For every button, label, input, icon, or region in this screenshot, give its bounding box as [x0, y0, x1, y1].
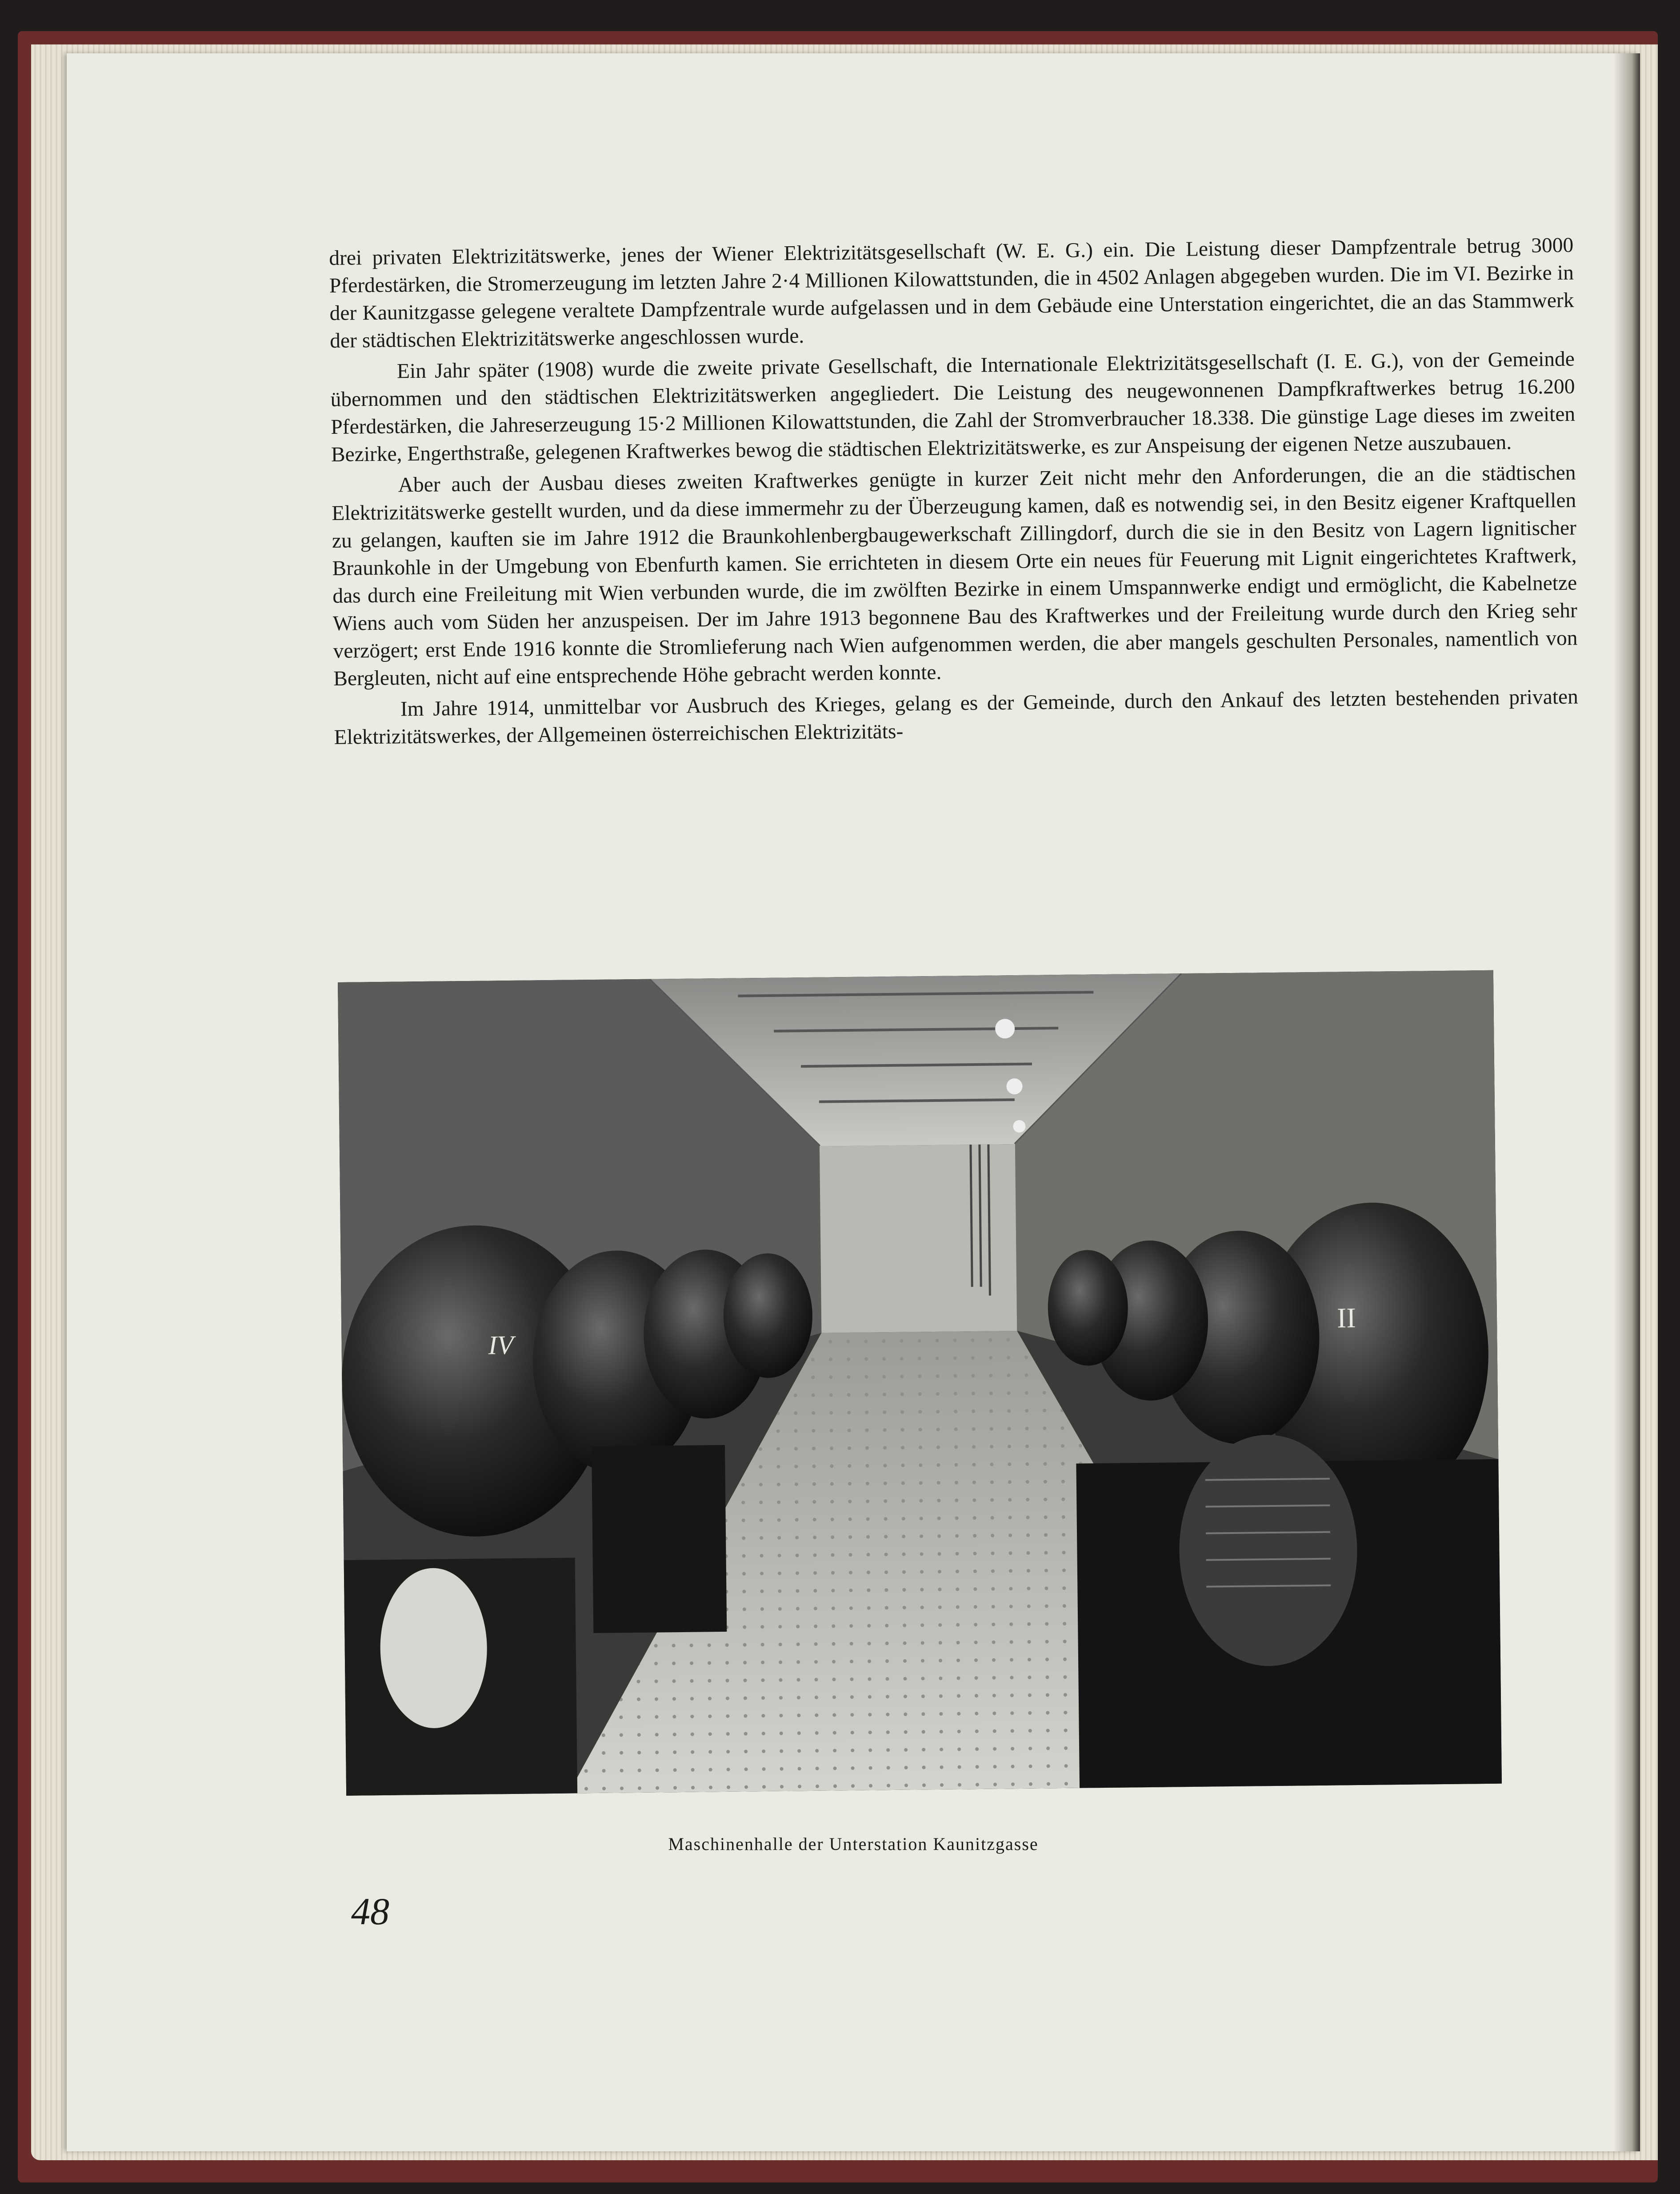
machine-label-2: II — [1336, 1302, 1356, 1334]
book-page — [67, 53, 1640, 2151]
machine-hall-photo — [338, 970, 1502, 1796]
photo-caption: Maschinenhalle der Unterstation Kaunitzgasse — [668, 1834, 1039, 1854]
paragraph-2: Ein Jahr später (1908) wurde die zweite private Gesellschaft, die Internationale Elektrizitätsgesellschaft (I. E. G.), von der Gemeinde übernommen und den städtischen Elektrizitätswerken angegliedert. Die Leistung des neugewonnenen Dampfkraftwerkes betrug 16.200 Pferdestärken, die Jahreserzeugung 15·2 Millionen Kilowattstunden, die Zahl der Stromverbraucher 18.338. Die günstige Lage dieses im zweiten Bezirke, Engerthstraße, gelegenen Kraftwerkes bewog die städtischen Elektrizitätswerke, es zur Anspeisung der eigenen Netze auszubauen. — [330, 347, 1576, 466]
machine-label-4: IV — [488, 1330, 514, 1360]
paragraph-1: drei privaten Elektrizitätswerke, jenes der Wiener Elektrizitätsgesellschaft (W. E. G.) ein. Die Leistung dieser Dampfzentrale betrug 3000 Pferdestärken, die Stromerzeugung im letzten Jahre 2·4 Millionen Kilowattstunden, die in 4502 Anlagen abgegeben wurden. Die im VI. Bezirke in der Kaunitzgasse gelegene veraltete Dampfzentrale wurde aufgelassen und in dem Gebäude eine Unterstation eingerichtet, die an das Stammwerk der städtischen Elektrizitätswerke angeschlossen wurde. — [329, 233, 1574, 352]
machine-hall-illustration — [338, 970, 1502, 1796]
body-text — [329, 232, 1579, 751]
paragraph-3: Aber auch der Ausbau dieses zweiten Kraftwerkes genügte in kurzer Zeit nicht mehr den Anforderungen, die an die städtischen Elektrizitätswerke gestellt wurden, und da diese immermehr zu der Überzeugung kamen, daß es notwendig sei, in den Besitz eigener Kraftquellen zu gelangen, kauften sie im Jahre 1912 die Braunkohlenbergbaugewerkschaft Zillingdorf, durch die sie in den Besitz von Lagern lignitischer Braunkohle in der Umgebung von Ebenfurth kamen. Sie errichteten in diesem Orte ein neues für Feuerung mit Lignit eingerichtetes Kraftwerk, das durch eine Freileitung mit Wien verbunden wurde, die im zwölften Bezirke in einem Umspannwerke endigt und ermöglicht, die Kabelnetze Wiens auch vom Süden her anzuspeisen. Der im Jahre 1913 begonnene Bau des Kraftwerkes und der Freileitung wurde durch den Krieg sehr verzögert; erst Ende 1916 konnte die Stromlieferung nach Wien aufgenommen werden, die aber mangels geschulten Personales, namentlich von Bergleuten, nicht auf eine entsprechende Höhe gebracht werden konnte. — [332, 461, 1578, 690]
paragraph-4: Im Jahre 1914, unmittelbar vor Ausbruch des Krieges, gelang es der Gemeinde, durch den Ankauf des letzten bestehenden privaten Elektrizitätswerkes, der Allgemeinen österreichischen Elektrizitäts- — [334, 685, 1579, 749]
page-number: 48 — [351, 1890, 389, 1933]
